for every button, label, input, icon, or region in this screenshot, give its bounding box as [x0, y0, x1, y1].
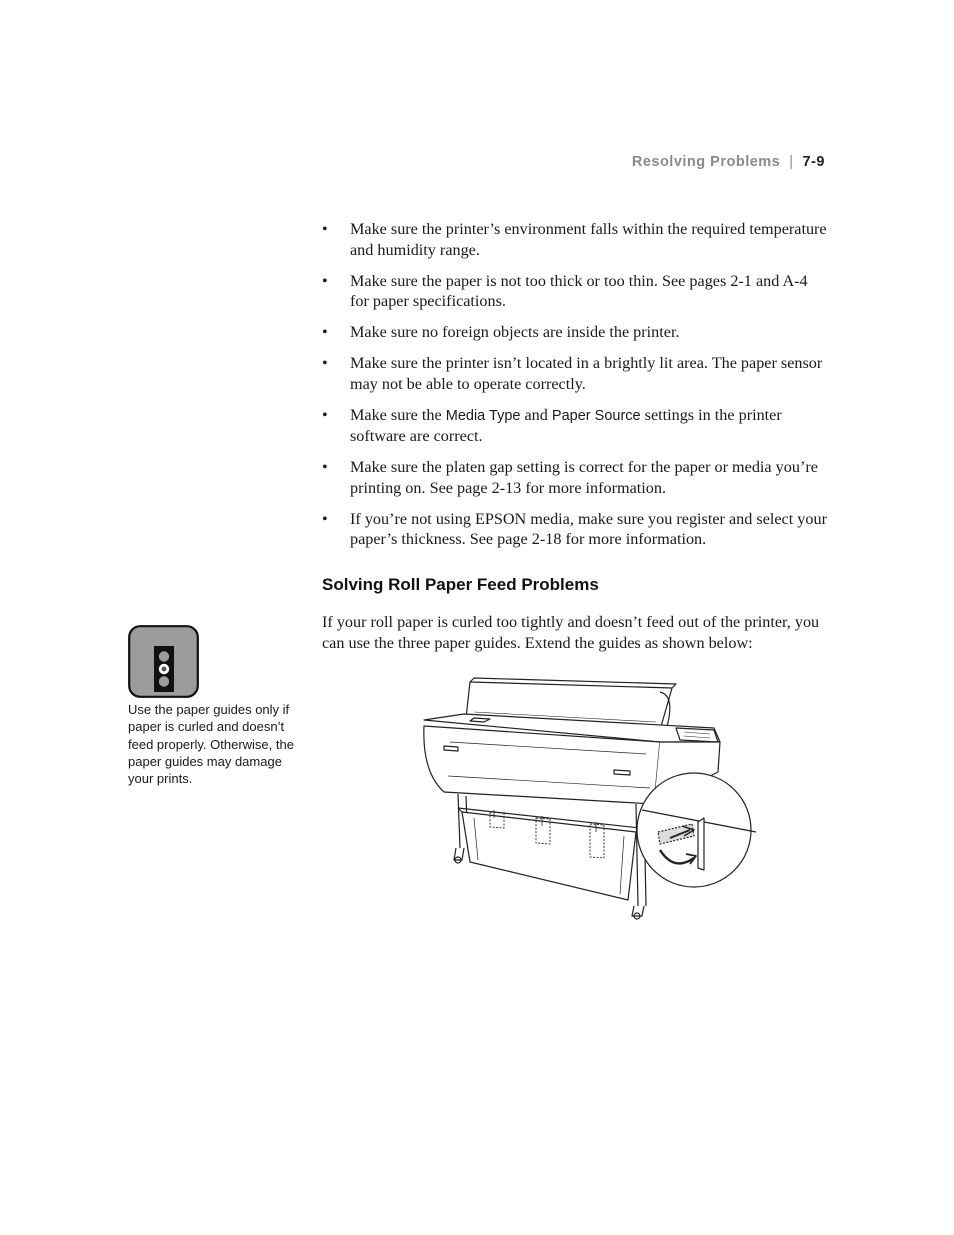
setting-name-paper-source: Paper Source [551, 407, 641, 424]
sidebar-note-text: Use the paper guides only if paper is curled and doesn’t feed properly. Otherwise, the paper guides may damage your prints. [128, 702, 294, 787]
list-item [322, 457, 830, 498]
bullet-glyph: • [322, 509, 328, 528]
list-item-text: Make sure the printer’s environment falls within the required temperature and humidity range. [350, 220, 827, 259]
list-item [322, 509, 830, 550]
list-item [322, 322, 830, 343]
intro-paragraph: If your roll paper is curled too tightly and doesn’t feed out of the printer, you can use the three paper guides. Extend the guides as shown below: [322, 613, 820, 652]
header-separator: | [789, 154, 794, 170]
list-item-text: Make sure the paper is not too thick or too thin. See pages 2-1 and A-4 for paper specifications. [350, 271, 808, 310]
section-heading: Solving Roll Paper Feed Problems [322, 575, 599, 594]
setting-name-media-type: Media Type [445, 407, 521, 424]
bullet-glyph: • [322, 220, 328, 238]
list-item [322, 219, 830, 260]
bullet-glyph: • [322, 405, 328, 424]
bullet-glyph: • [322, 354, 328, 372]
list-item-text: If you’re not using EPSON media, make sure you register and select your paper’s thickness. See page 2-18 for more information. [350, 509, 827, 548]
caution-light-icon [128, 625, 199, 698]
list-item-text-end: settings in the printer software are correct. [350, 405, 782, 445]
checklist [322, 219, 830, 560]
list-item-text: Make sure the printer isn’t located in a brightly lit area. The paper sensor may not be able to operate correctly. [350, 354, 823, 393]
bullet-glyph: • [322, 271, 328, 290]
list-item-text: Make sure the platen gap setting is correct for the paper or media you’re printing on. See page 2-13 for more information. [350, 458, 818, 497]
printer-paper-guides-illustration [414, 672, 758, 922]
running-header [520, 154, 825, 170]
bullet-glyph: • [322, 458, 328, 476]
header-section-title: Resolving Problems [631, 154, 781, 170]
list-item-text-start: Make sure the [350, 405, 446, 424]
list-item-text-mid: and [520, 405, 552, 424]
list-item [322, 353, 830, 394]
bullet-glyph: • [322, 323, 328, 341]
list-item [322, 405, 830, 447]
list-item [322, 271, 830, 312]
list-item-text: Make sure no foreign objects are inside the printer. [350, 323, 680, 341]
page-number: 7-9 [802, 154, 825, 170]
